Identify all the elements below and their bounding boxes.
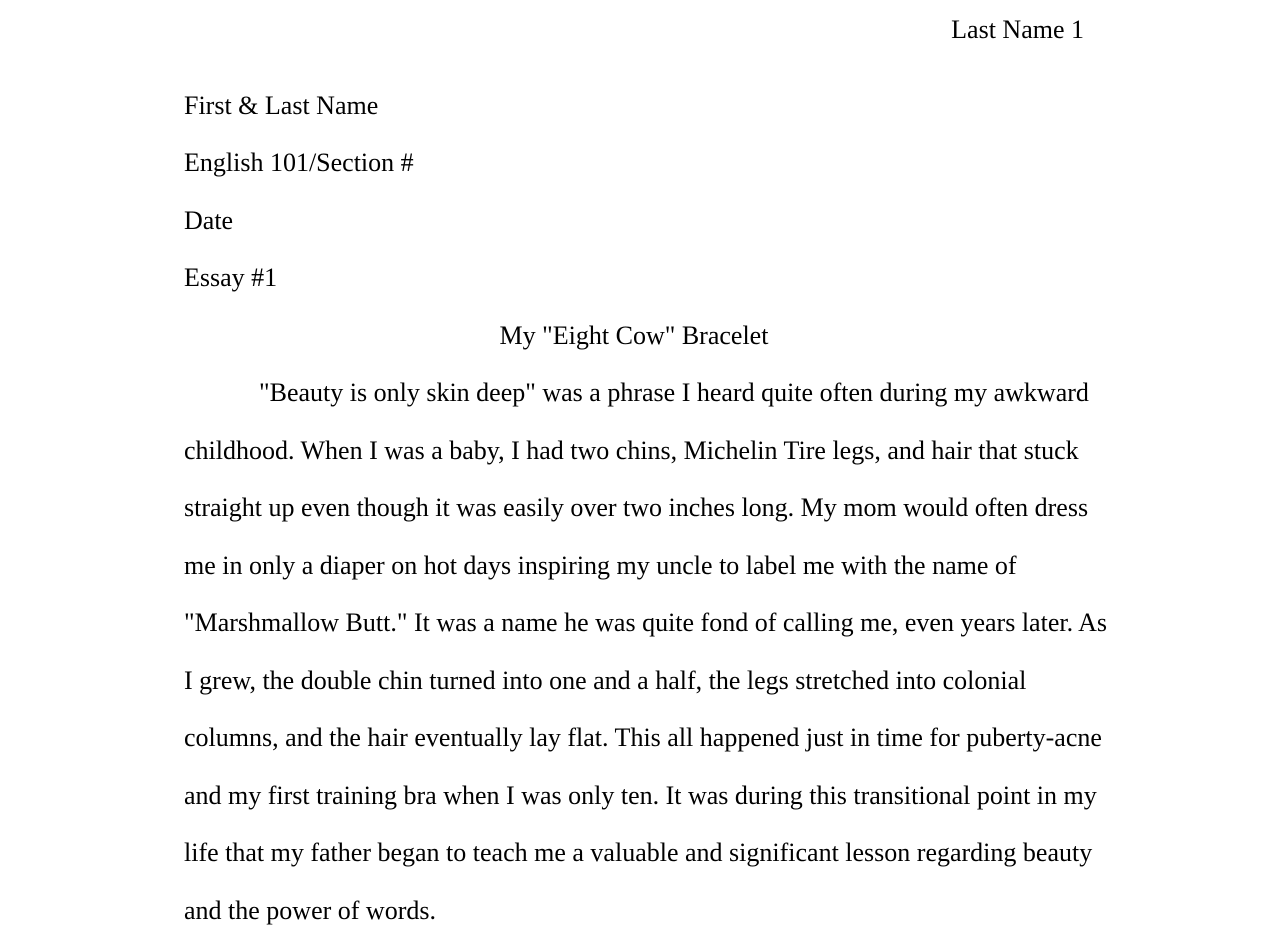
author-name: First & Last Name [184,91,379,120]
running-header: Last Name 1 [951,15,1084,44]
paragraph-line: straight up even though it was easily over two inches long. My mom would often dress [184,493,1089,522]
paragraph-line: life that my father began to teach me a valuable and significant lesson regarding beauty [184,838,1093,867]
essay-title: My "Eight Cow" Bracelet [499,321,769,350]
paragraph-line: and my first training bra when I was only ten. It was during this transitional point in my [184,781,1097,810]
paragraph-line: me in only a diaper on hot days inspiring my uncle to label me with the name of [184,551,1017,580]
date-line: Date [184,206,234,235]
course-section: English 101/Section # [184,148,414,177]
paragraph-line: childhood. When I was a baby, I had two chins, Michelin Tire legs, and hair that stuck [184,436,1079,465]
assignment-line: Essay #1 [184,263,278,292]
paragraph-line: I grew, the double chin turned into one and a half, the legs stretched into colonial [184,666,1027,695]
paragraph-line: "Beauty is only skin deep" was a phrase I heard quite often during my awkward [259,378,1089,407]
paragraph-line: columns, and the hair eventually lay flat. This all happened just in time for puberty-acne [184,723,1102,752]
paragraph-line: and the power of words. [184,896,436,925]
paragraph-line: "Marshmallow Butt." It was a name he was quite fond of calling me, even years later. As [184,608,1108,637]
